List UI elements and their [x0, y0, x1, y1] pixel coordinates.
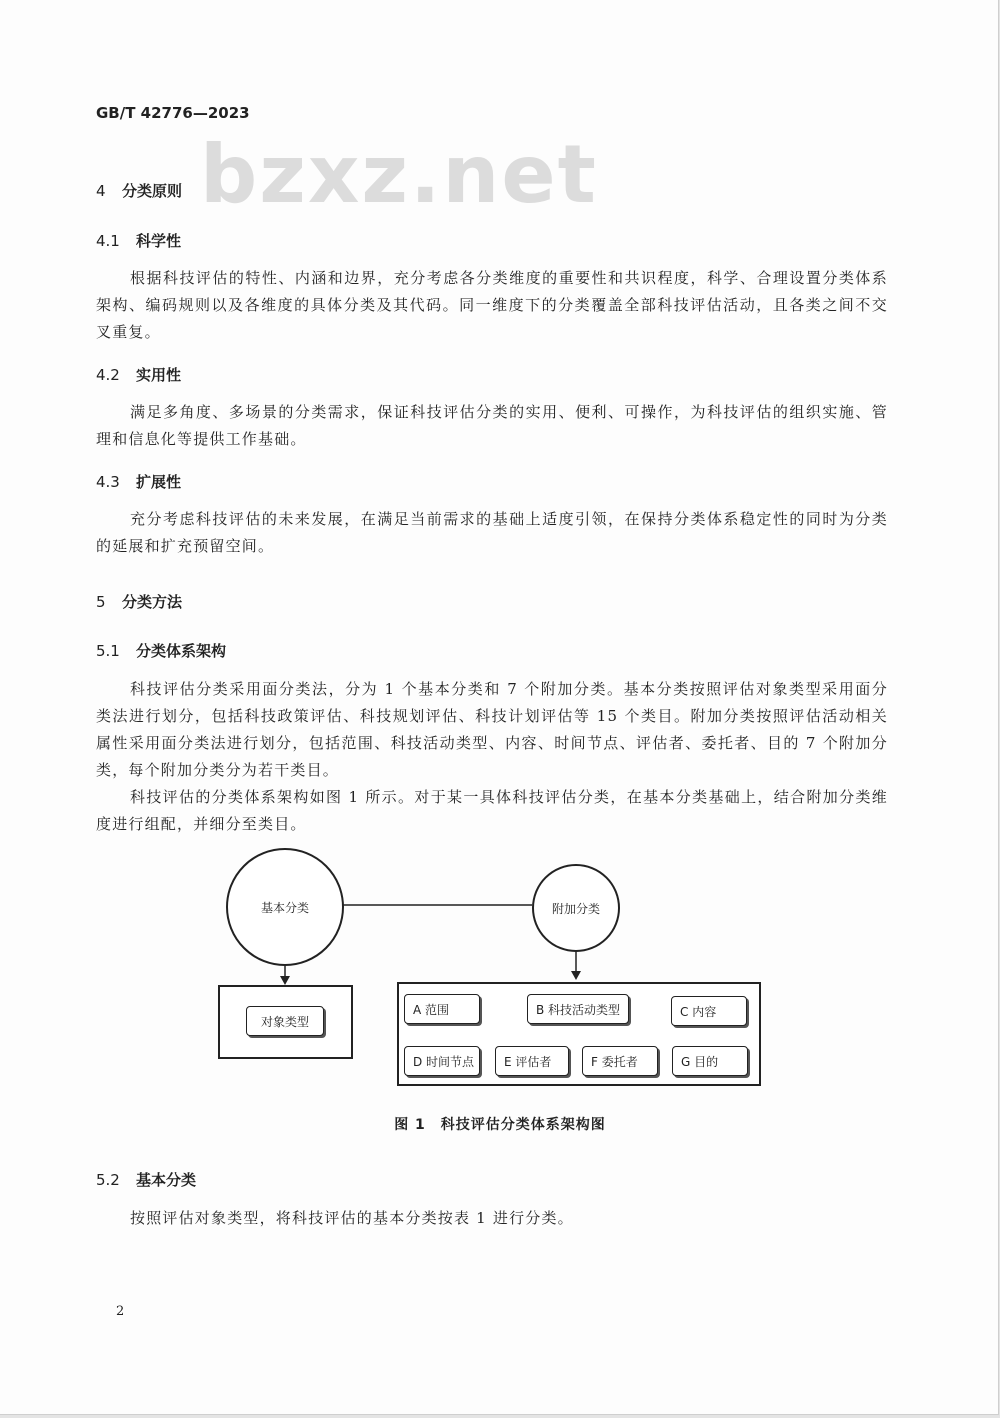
section-title: 分类方法	[122, 593, 183, 611]
category-label: G 目的	[681, 1054, 719, 1069]
section-title: 分类原则	[122, 182, 183, 200]
category-e-box	[495, 1046, 569, 1076]
category-label: A 范围	[413, 1002, 450, 1017]
additional-classification-circle	[532, 864, 620, 952]
section-5-1-text-1: 科技评估分类采用面分类法，分为 1 个基本分类和 7 个附加分类。基本分类按照评估对象类型采用面分类法进行划分，包括科技政策评估、科技规划评估、科技计划评估等 15 个类目。附加分类按照评估活动相关属性采用面分类法进行划分，包括范围、科技活动类型、内容、时间节点、评估者、委托者、目的 7 个附加分类，每个附加分类分为若干类目。	[96, 680, 888, 779]
category-label: C 内容	[680, 1004, 717, 1019]
section-4-1-text: 根据科技评估的特性、内涵和边界，充分考虑各分类维度的重要性和共识程度，科学、合理设置分类体系架构、编码规则以及各维度的具体分类及其代码。同一维度下的分类覆盖全部科技评估活动，且各类之间不交叉重复。	[96, 269, 888, 341]
basic-classification-label: 基本分类	[260, 900, 309, 915]
additional-classification-label: 附加分类	[551, 901, 600, 916]
category-c-box	[671, 996, 747, 1026]
section-4-3-text: 充分考虑科技评估的未来发展，在满足当前需求的基础上适度引领，在保持分类体系稳定性的同时为分类的延展和扩充预留空间。	[96, 510, 888, 555]
section-title: 扩展性	[136, 473, 182, 491]
page-number: 2	[116, 1304, 125, 1319]
section-number: 5.1	[96, 642, 120, 660]
object-type-label: 对象类型	[260, 1014, 309, 1029]
category-a-box	[404, 994, 480, 1024]
section-title: 基本分类	[136, 1171, 197, 1189]
basic-classification-circle	[226, 848, 344, 966]
arrow-head-basic	[280, 976, 290, 985]
category-label: D 时间节点	[413, 1054, 475, 1069]
section-number: 5.2	[96, 1171, 120, 1189]
category-d-box	[404, 1046, 480, 1076]
section-number: 4	[96, 182, 106, 200]
section-5-1-text-2: 科技评估的分类体系架构如图 1 所示。对于某一具体科技评估分类，在基本分类基础上，结合附加分类维度进行组配，并细分至类目。	[96, 788, 888, 833]
category-b-box	[527, 994, 629, 1024]
standard-code: GB/T 42776—2023	[96, 104, 250, 122]
section-5-2-text: 按照评估对象类型，将科技评估的基本分类按表 1 进行分类。	[130, 1209, 574, 1227]
section-title: 实用性	[136, 366, 182, 384]
section-number: 4.3	[96, 473, 120, 491]
category-f-box	[582, 1046, 658, 1076]
object-type-box	[246, 1006, 324, 1036]
figure-caption: 图 1 科技评估分类体系架构图	[394, 1117, 606, 1133]
section-5-2-heading	[96, 1169, 196, 1190]
category-g-box	[672, 1046, 748, 1076]
section-4-2-text: 满足多角度、多场景的分类需求，保证科技评估分类的实用、便利、可操作，为科技评估的组织实施、管理和信息化等提供工作基础。	[96, 403, 888, 448]
category-label: B 科技活动类型	[536, 1002, 621, 1017]
section-title: 分类体系架构	[136, 642, 227, 660]
section-number: 4.1	[96, 232, 120, 250]
category-label: F 委托者	[591, 1054, 638, 1069]
category-label: E 评估者	[504, 1054, 552, 1069]
section-number: 4.2	[96, 366, 120, 384]
section-number: 5	[96, 593, 106, 611]
section-title: 科学性	[136, 232, 182, 250]
arrow-head-additional	[571, 971, 581, 980]
watermark: bzxz.net	[200, 128, 598, 221]
